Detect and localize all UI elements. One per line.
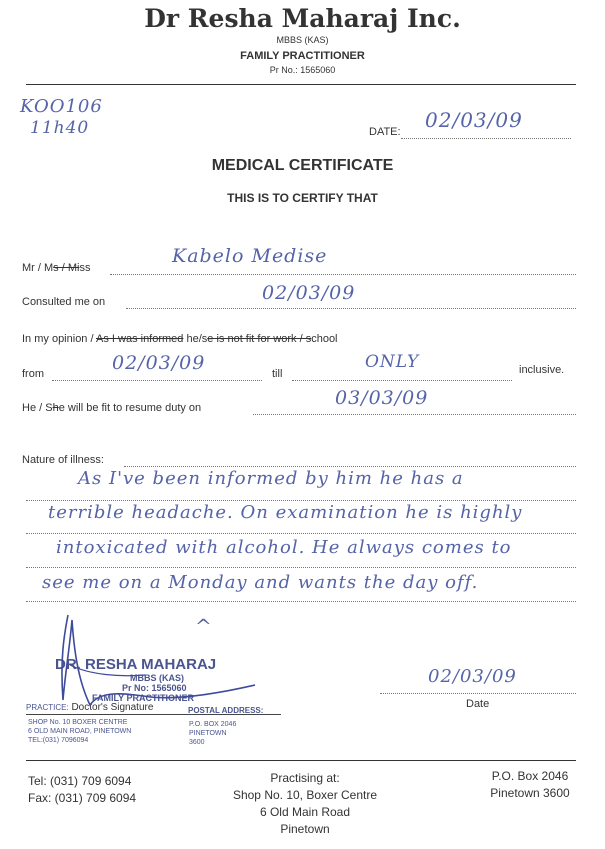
consulted-date: 02/03/09 [262,282,356,304]
salutation-label: Mr / Ms / Miss [22,262,91,274]
opinion-statement: In my opinion / As I was informed he/se is not fit for work / school [22,333,338,345]
resume-date: 03/03/09 [335,387,429,409]
resume-label: He / She will be fit to resume duty on [22,402,202,414]
footer-divider [26,760,576,761]
illness-line-3 [26,533,576,534]
footer-practice: Practising at: Shop No. 10, Boxer Centre 6 Old Main Road Pinetown [232,771,378,836]
consulted-line [126,308,576,309]
reference-note: KOO106 [20,96,103,117]
resume-line [253,414,576,415]
date-line [401,138,571,139]
certificate-date: 02/03/09 [425,108,523,132]
illness-label: Nature of illness: [22,454,104,466]
time-note: 11h40 [30,118,90,138]
till-line [292,380,512,381]
illness-line-1 [124,466,576,467]
sig-date-line [380,693,576,694]
role: FAMILY PRACTITIONER [240,50,365,62]
signature-date: 02/03/09 [428,666,517,687]
certify-subheading: THIS IS TO CERTIFY THAT [227,191,378,205]
qualification: MBBS (KAS) [276,35,329,45]
illness-line-5 [26,601,576,602]
name-line [110,274,576,275]
illness-text-line-3: intoxicated with alcohol. He always comes to [56,537,512,558]
doctor-signature [30,605,290,715]
patient-name: Kabelo Medise [172,245,328,267]
till-label: till [272,368,283,380]
footer-contact [28,773,136,807]
illness-line-2 [26,500,576,501]
certificate-heading: MEDICAL CERTIFICATE [211,157,394,174]
stamp-address-left: SHOP No. 10 BOXER CENTRE 6 OLD MAIN ROAD, PINETOWN TEL:(031) 7096094 [28,719,132,744]
sig-date-label: Date [466,698,490,710]
illness-text-line-4: see me on a Monday and wants the day off. [42,572,479,593]
caret-mark: ^ [195,614,213,638]
illness-line-4 [26,567,576,568]
illness-text-line-2: terrible headache. On examination he is highly [48,502,523,523]
date-label: DATE: [369,126,401,138]
footer-tel: Tel: (031) 709 6094 [28,774,132,788]
practice-number: Pr No.: 1565060 [269,65,336,75]
stamp-name: DR. RESHA MAHARAJ [55,656,217,673]
footer-fax: Fax: (031) 709 6094 [28,791,137,805]
stamp-practice-number: Pr No: 1565060 [122,683,187,693]
till-value: ONLY [365,352,420,372]
illness-text-line-1: As I've been informed by him he has a [78,468,464,489]
from-line [52,380,262,381]
from-date: 02/03/09 [112,352,206,374]
from-label: from [22,368,44,380]
footer-postal: P.O. Box 2046 Pinetown 3600 [490,769,570,800]
stamp-postal-label: POSTAL ADDRESS: [188,706,264,715]
stamp-qualification: MBBS (KAS) [130,673,184,683]
practice-name: Dr Resha Maharaj Inc. [144,4,461,33]
signature-label-row: PRACTICE: Doctor's Signature [26,702,154,713]
stamp-role: FAMILY PRACTITIONER [92,693,195,703]
inclusive-label: inclusive. [519,364,565,376]
header-divider [26,84,576,85]
consulted-label: Consulted me on [22,296,106,308]
stamp-address-right: P.O. BOX 2046 PINETOWN 3600 [189,721,237,746]
